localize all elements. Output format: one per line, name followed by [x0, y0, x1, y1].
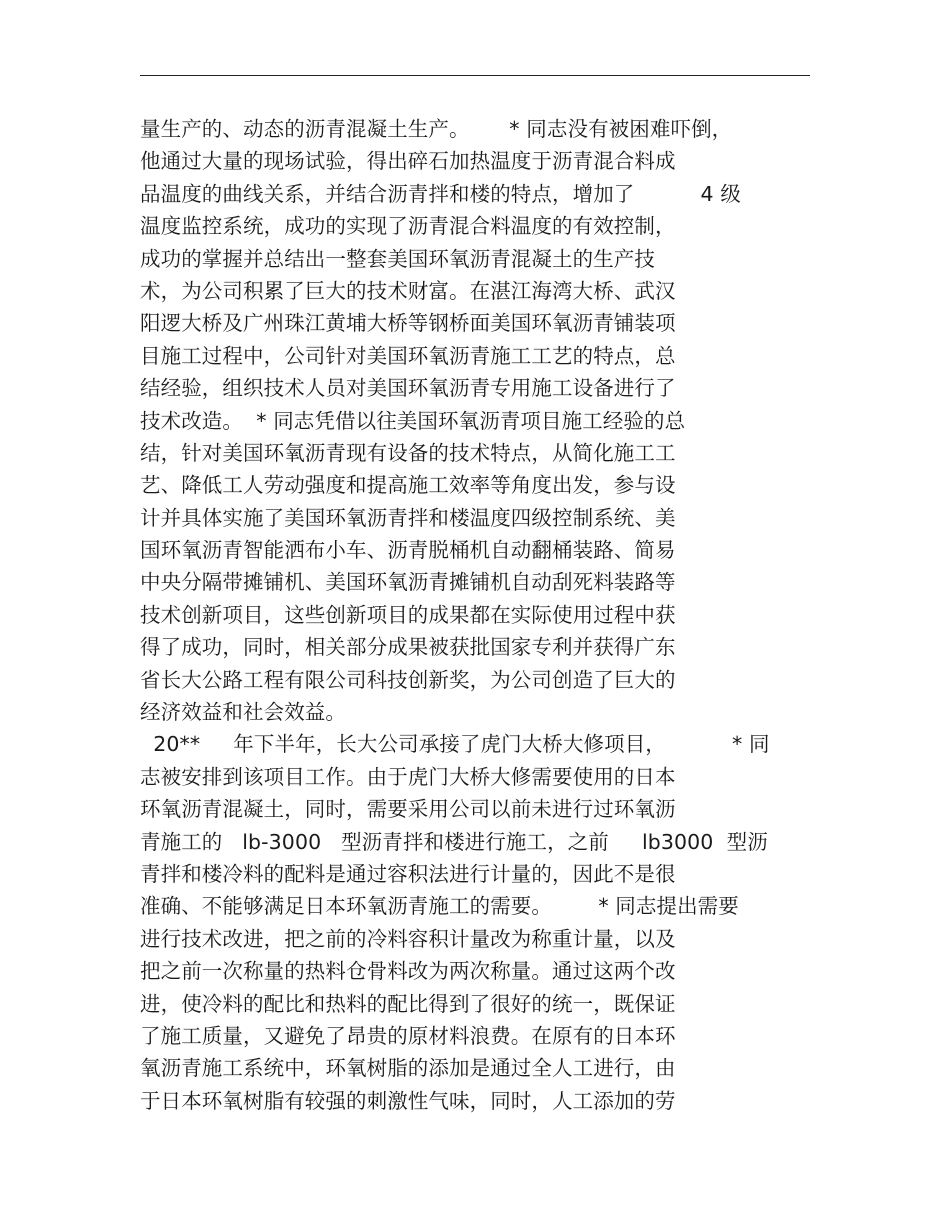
text-line: 环氧沥青混凝土，同时，需要采用公司以前未进行过环氧沥 [140, 797, 676, 822]
text-line: 中央分隔带摊铺机、美国环氧沥青摊铺机自动刮死料装路等 [140, 570, 676, 595]
text-line: 品温度的曲线关系，并结合沥青拌和楼的特点，增加了 4 级 [140, 181, 741, 206]
text-line: 国环氧沥青智能洒布小车、沥青脱桶机自动翻桶装路、简易 [140, 538, 676, 563]
text-line: 目施工过程中，公司针对美国环氧沥青施工工艺的特点，总 [140, 343, 676, 368]
text-line: 氧沥青施工系统中，环氧树脂的添加是通过全人工进行，由 [140, 1056, 676, 1081]
text-line: 省长大公路工程有限公司科技创新奖，为公司创造了巨大的 [140, 667, 676, 692]
text-line: 术，为公司积累了巨大的技术财富。在湛江海湾大桥、武汉 [140, 278, 676, 303]
text-line: 技术改造。 * 同志凭借以往美国环氧沥青项目施工经验的总 [140, 408, 686, 433]
text-line: 青施工的 lb-3000 型沥青拌和楼进行施工，之前 lb3000 型沥 [140, 829, 768, 854]
text-line: 青拌和楼冷料的配料是通过容积法进行计量的，因此不是很 [140, 861, 676, 886]
text-line: 结，针对美国环氧沥青现有设备的技术特点，从简化施工工 [140, 440, 676, 465]
text-line: 计并具体实施了美国环氧沥青拌和楼温度四级控制系统、美 [140, 505, 676, 530]
document-body [140, 113, 820, 1117]
text-line: 结经验，组织技术人员对美国环氧沥青专用施工设备进行了 [140, 376, 676, 401]
text-line: 志被安排到该项目工作。由于虎门大桥大修需要使用的日本 [140, 764, 676, 789]
text-line: 他通过大量的现场试验，得出碎石加热温度于沥青混合料成 [140, 149, 676, 174]
text-line: 把之前一次称量的热料仓骨料改为两次称量。通过这两个改 [140, 959, 676, 984]
text-line: 成功的掌握并总结出一整套美国环氧沥青混凝土的生产技 [140, 246, 655, 271]
text-line: 艺、降低工人劳动强度和提高施工效率等角度出发，参与设 [140, 473, 676, 498]
text-line: 20** 年下半年，长大公司承接了虎门大桥大修项目， * 同 [140, 732, 770, 757]
text-line: 经济效益和社会效益。 [140, 700, 346, 725]
text-line: 量生产的、动态的沥青混凝土生产。 * 同志没有被困难吓倒， [140, 117, 733, 141]
text-line: 阳逻大桥及广州珠江黄埔大桥等钢桥面美国环氧沥青铺装项 [140, 311, 676, 336]
text-line: 准确、不能够满足日本环氧沥青施工的需要。 * 同志提出需要 [140, 894, 739, 919]
header-rule [140, 75, 810, 76]
text-line: 技术创新项目，这些创新项目的成果都在实际使用过程中获 [140, 602, 676, 627]
text-line: 了施工质量，又避免了昂贵的原材料浪费。在原有的日本环 [140, 1023, 676, 1048]
text-line: 于日本环氧树脂有较强的刺激性气味，同时，人工添加的劳 [140, 1088, 676, 1113]
text-line: 进，使冷料的配比和热料的配比得到了很好的统一，既保证 [140, 991, 676, 1016]
text-line: 温度监控系统，成功的实现了沥青混合料温度的有效控制， [140, 214, 676, 239]
text-line: 进行技术改进，把之前的冷料容积计量改为称重计量，以及 [140, 926, 676, 951]
text-line: 得了成功，同时，相关部分成果被获批国家专利并获得广东 [140, 635, 676, 660]
